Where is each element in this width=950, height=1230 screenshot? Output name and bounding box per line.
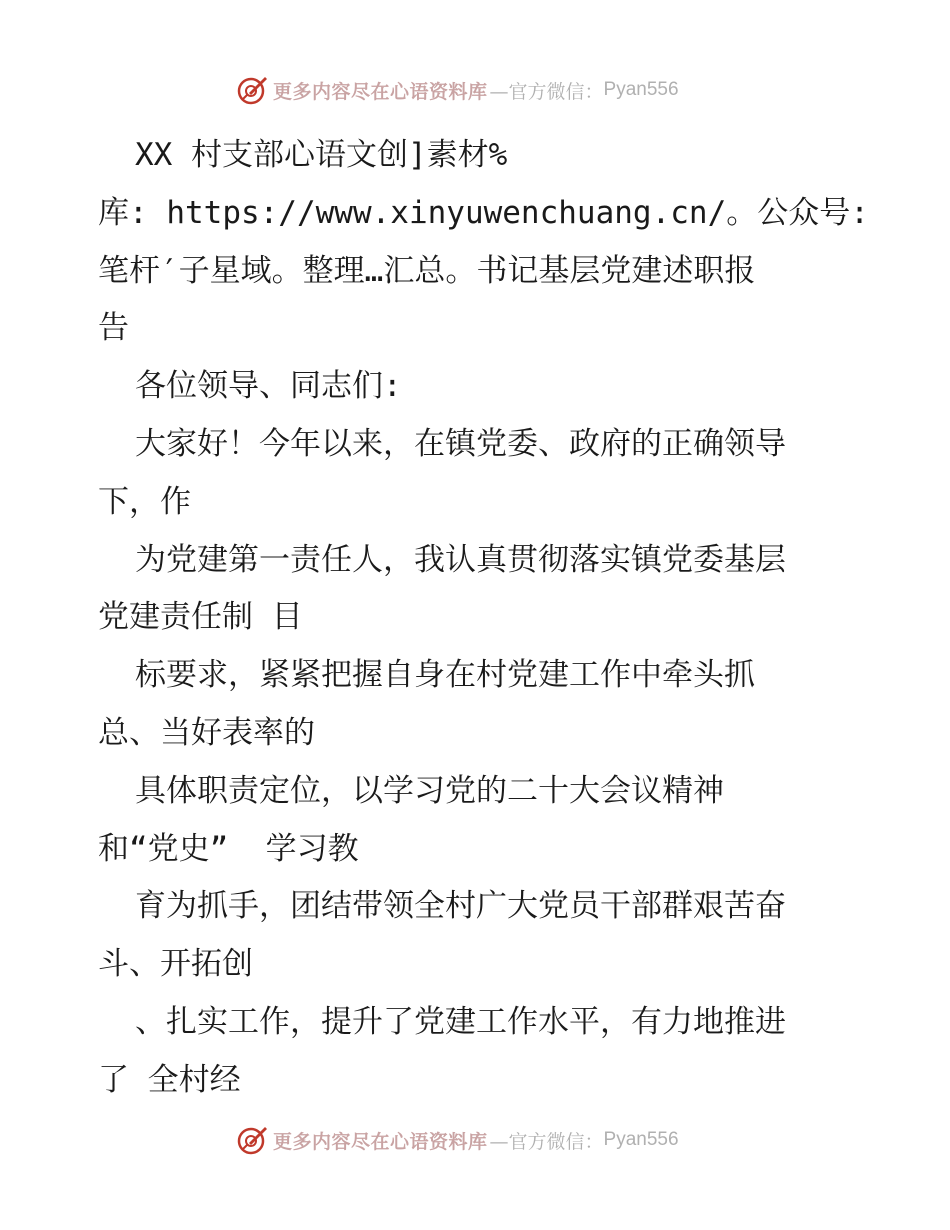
document-body <box>98 127 888 1110</box>
watermark-main-text: 更多内容尽在心语资料库 <box>273 80 488 103</box>
text-line: 下，作 <box>98 483 191 520</box>
text-line: 、扎实工作，提升了党建工作水平，有力地推进 <box>135 1003 786 1040</box>
text-line: 具体职责定位，以学习党的二十大会议精神 <box>135 772 724 809</box>
text-line: 库: https://www.xinyuwenchuang.cn/。公众号: <box>98 194 869 231</box>
watermark-sub-text: —官方微信： <box>489 80 604 103</box>
pen-logo-icon <box>235 1123 269 1157</box>
watermark-footer <box>235 1122 679 1158</box>
watermark-wechat-id: Pyan556 <box>603 1129 679 1150</box>
text-line: 标要求，紧紧把握自身在村党建工作中牵头抓 <box>135 657 755 694</box>
watermark-main-text: 更多内容尽在心语资料库 <box>273 1130 488 1153</box>
text-line: XX 村支部心语文创]素材% <box>135 137 508 173</box>
text-line: 告 <box>98 310 129 347</box>
text-line: 和“党史” 学习教 <box>98 830 359 867</box>
text-line: 各位领导、同志们: <box>135 368 402 405</box>
text-line: 育为抓手，团结带领全村广大党员干部群艰苦奋 <box>135 888 786 925</box>
watermark-sub-text: —官方微信： <box>489 1130 604 1153</box>
text-line: 党建责任制 目 <box>98 599 303 636</box>
pen-logo-icon <box>235 73 269 107</box>
text-line: 笔杆′子星域。整理…汇总。书记基层党建述职报 <box>98 252 756 289</box>
watermark-wechat-id: Pyan556 <box>603 79 679 100</box>
text-line: 了 全村经 <box>98 1061 241 1098</box>
text-line: 为党建第一责任人，我认真贯彻落实镇党委基层 <box>135 541 786 578</box>
text-line: 大家好！今年以来，在镇党委、政府的正确领导 <box>135 425 786 462</box>
text-line: 总、当好表率的 <box>98 714 315 751</box>
watermark-header <box>235 72 679 108</box>
text-line: 斗、开拓创 <box>98 946 253 983</box>
